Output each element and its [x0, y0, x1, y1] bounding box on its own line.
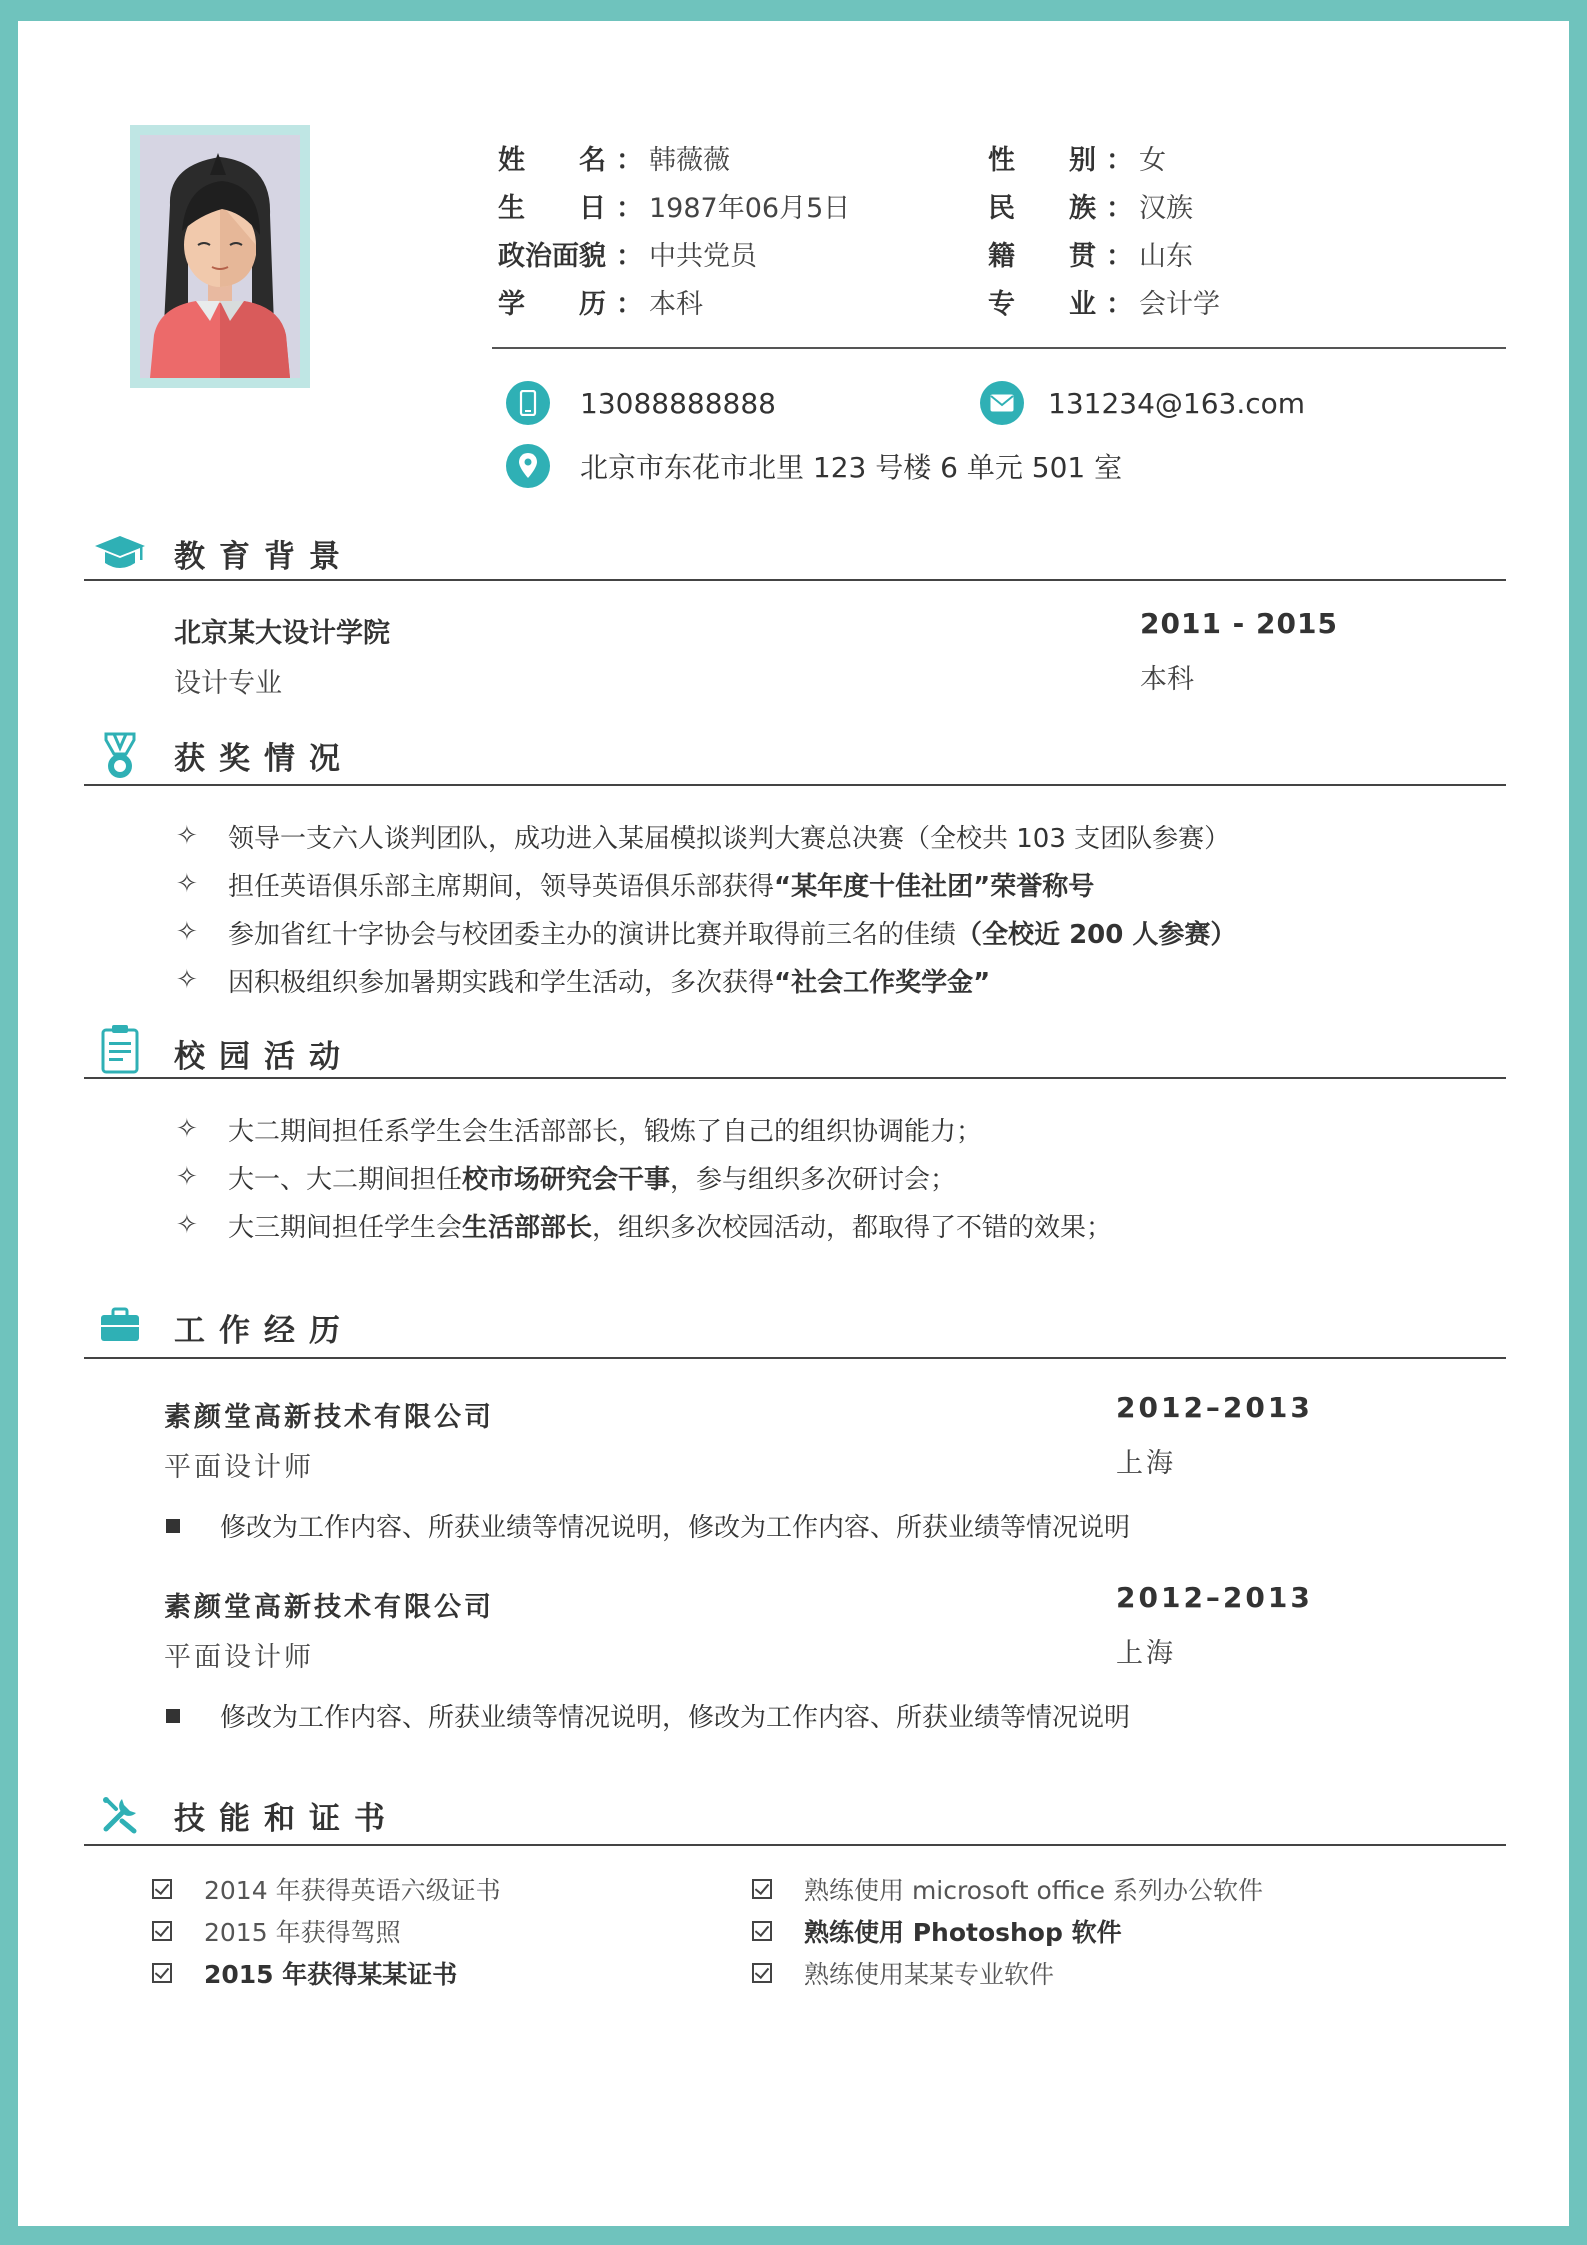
award-item: ✧ 因积极组织参加暑期实践和学生活动，多次获得“社会工作奖学金” [176, 965, 991, 998]
campus-title: 校园活动 [174, 1039, 354, 1075]
briefcase-icon [92, 1297, 148, 1353]
avatar [140, 135, 300, 378]
graduation-cap-icon [92, 525, 148, 581]
square-bullet-icon [166, 1519, 180, 1533]
major-label: 专 业 [988, 288, 1096, 320]
job-role: 平面设计师 [164, 1642, 314, 1673]
skill-item: 2015 年获得某某证书 [152, 1955, 457, 1991]
gender-label: 性 别 [988, 144, 1096, 176]
checkbox-icon [152, 1879, 172, 1899]
ethnicity-label: 民 族 [988, 192, 1096, 224]
job-city: 上海 [1116, 1638, 1176, 1669]
checkbox-icon [152, 1963, 172, 1983]
skill-item: 熟练使用 microsoft office 系列办公软件 [752, 1871, 1263, 1907]
job-desc: 修改为工作内容、所获业绩等情况说明，修改为工作内容、所获业绩等情况说明 [162, 1697, 1130, 1734]
politics-value: 中共党员 [649, 240, 757, 272]
sparkle-bullet-icon: ✧ [176, 821, 198, 851]
hometown-label: 籍 贯 [988, 240, 1096, 272]
sparkle-bullet-icon: ✧ [176, 1162, 198, 1192]
campus-divider [84, 1077, 1506, 1079]
company-name: 素颜堂高新技术有限公司 [164, 1402, 494, 1433]
info-birth: 生 日 ： 1987年06月5日 [498, 185, 850, 225]
info-politics: 政治面貌 ： 中共党员 [498, 233, 757, 273]
degree-value: 本科 [649, 288, 703, 320]
checkbox-icon [152, 1921, 172, 1941]
document-icon [92, 1021, 148, 1077]
skill-item: 熟练使用 Photoshop 软件 [752, 1913, 1122, 1949]
campus-item: ✧ 大一、大二期间担任校市场研究会干事，参与组织多次研讨会； [176, 1162, 957, 1195]
work-title: 工作经历 [174, 1313, 354, 1349]
education-title: 教育背景 [174, 539, 354, 575]
tools-icon [92, 1787, 148, 1843]
politics-label: 政治面貌 [498, 240, 606, 272]
contact-address [506, 444, 1122, 488]
contact-phone [506, 381, 776, 425]
square-bullet-icon [166, 1709, 180, 1723]
info-hometown: 籍 贯 ： 山东 [988, 233, 1193, 273]
awards-title: 获奖情况 [174, 741, 354, 777]
work-divider [84, 1357, 1506, 1359]
contact-email [980, 381, 1305, 425]
education-major: 设计专业 [174, 668, 282, 699]
resume-page [18, 21, 1569, 2226]
skills-divider [84, 1844, 1506, 1846]
sparkle-bullet-icon: ✧ [176, 965, 198, 995]
skill-item: 2014 年获得英语六级证书 [152, 1871, 501, 1907]
email-address[interactable]: 131234@163.com [1048, 386, 1306, 420]
info-major: 专 业 ： 会计学 [988, 281, 1220, 321]
education-divider [84, 579, 1506, 581]
skills-title: 技能和证书 [174, 1801, 399, 1837]
sparkle-bullet-icon: ✧ [176, 869, 198, 899]
skill-item: 熟练使用某某专业软件 [752, 1955, 1054, 1991]
checkbox-icon [752, 1921, 772, 1941]
name-value: 韩薇薇 [649, 144, 730, 176]
mail-icon [980, 381, 1024, 425]
education-years: 2011 - 2015 [1140, 607, 1338, 640]
campus-item: ✧ 大三期间担任学生会生活部部长，组织多次校园活动，都取得了不错的效果； [176, 1210, 1113, 1243]
award-item: ✧ 领导一支六人谈判团队，成功进入某届模拟谈判大赛总决赛（全校共 103 支团队参赛） [176, 821, 1231, 854]
checkbox-icon [752, 1879, 772, 1899]
info-divider [492, 347, 1506, 349]
sparkle-bullet-icon: ✧ [176, 1114, 198, 1144]
job-role: 平面设计师 [164, 1452, 314, 1483]
degree-label: 学 历 [498, 288, 606, 320]
checkbox-icon [752, 1963, 772, 1983]
awards-divider [84, 784, 1506, 786]
hometown-value: 山东 [1139, 240, 1193, 272]
info-gender: 性 别 ： 女 [988, 137, 1166, 177]
job-years: 2012–2013 [1116, 1391, 1313, 1424]
location-pin-icon [506, 444, 550, 488]
award-item: ✧ 参加省红十字协会与校团委主办的演讲比赛并取得前三名的佳绩（全校近 200 人参赛） [176, 917, 1237, 950]
profile-photo [130, 125, 310, 388]
name-label: 姓 名 [498, 144, 606, 176]
job-city: 上海 [1116, 1448, 1176, 1479]
phone-icon [506, 381, 550, 425]
job-desc: 修改为工作内容、所获业绩等情况说明，修改为工作内容、所获业绩等情况说明 [162, 1507, 1130, 1544]
address-text: 北京市东花市北里 123 号楼 6 单元 501 室 [580, 451, 1123, 484]
sparkle-bullet-icon: ✧ [176, 917, 198, 947]
award-item: ✧ 担任英语俱乐部主席期间，领导英语俱乐部获得“某年度十佳社团”荣誉称号 [176, 869, 1095, 902]
company-name: 素颜堂高新技术有限公司 [164, 1592, 494, 1623]
medal-icon [92, 729, 148, 785]
phone-number[interactable]: 13088888888 [580, 386, 776, 420]
gender-value: 女 [1139, 144, 1166, 176]
info-degree: 学 历 ： 本科 [498, 281, 703, 321]
school-name: 北京某大设计学院 [174, 618, 390, 649]
campus-item: ✧ 大二期间担任系学生会生活部部长，锻炼了自己的组织协调能力； [176, 1114, 983, 1147]
ethnicity-value: 汉族 [1139, 192, 1193, 224]
info-ethnicity: 民 族 ： 汉族 [988, 185, 1193, 225]
birth-value: 1987年06月5日 [649, 192, 851, 224]
sparkle-bullet-icon: ✧ [176, 1210, 198, 1240]
info-name: 姓 名 ： 韩薇薇 [498, 137, 730, 177]
job-years: 2012–2013 [1116, 1581, 1313, 1614]
skill-item: 2015 年获得驾照 [152, 1913, 401, 1949]
education-degree: 本科 [1140, 664, 1194, 695]
major-value: 会计学 [1139, 288, 1220, 320]
birth-label: 生 日 [498, 192, 606, 224]
